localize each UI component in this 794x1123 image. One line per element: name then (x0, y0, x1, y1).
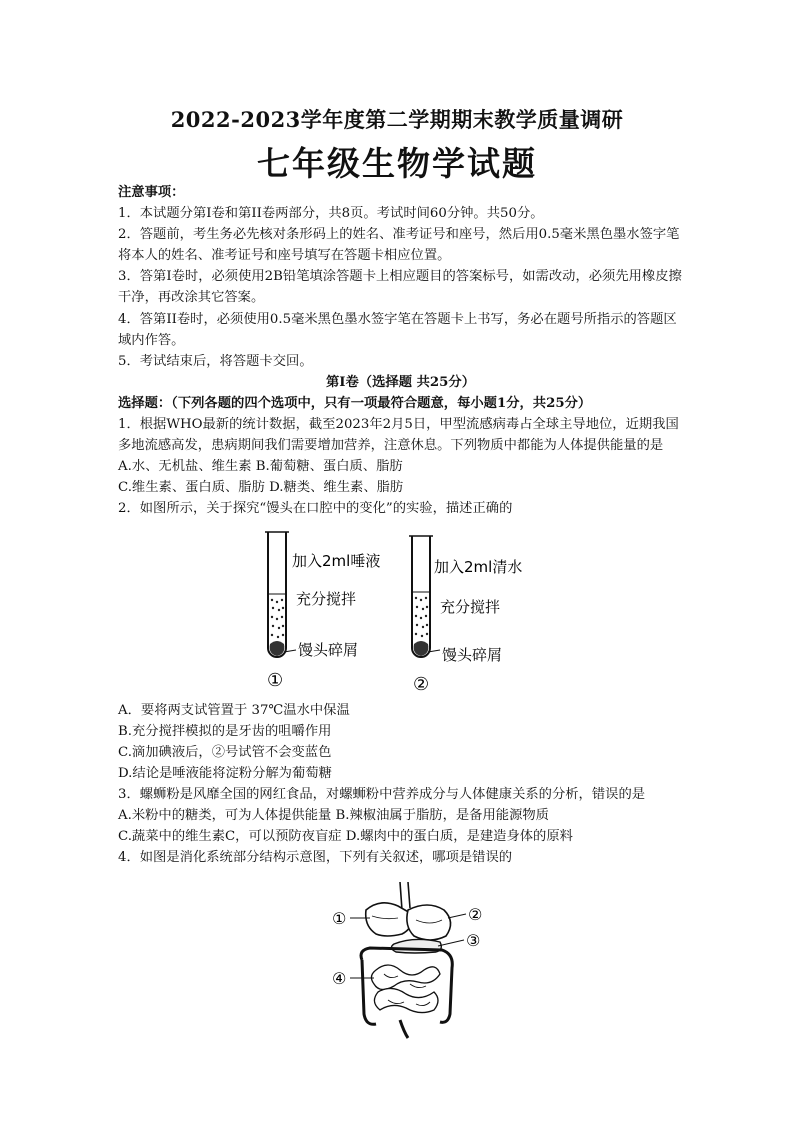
tube1-stir-label: 充分搅拌 (296, 589, 357, 608)
q2-option-d: D.结论是唾液能将淀粉分解为葡萄糖 (118, 765, 332, 781)
exam-body (118, 182, 683, 1046)
digestive-system-diagram (118, 874, 683, 1046)
q1-option-ab: A.水、无机盐、维生素 B.葡萄糖、蛋白质、脂肪 (118, 459, 403, 475)
test-tube-1 (265, 532, 296, 657)
q1-stem: 1．根据WHO最新的统计数据，截至2023年2月5日，甲型流感病毒占全球主导地位，近期我国多地流感高发，患病期间我们需要增加营养，注意休息。下列物质中都能为人体提供能量的是 (118, 417, 679, 454)
tube1-add-label: 加入2ml唾液 (292, 551, 381, 570)
q3-stem: 3．螺蛳粉是风靡全国的网红食品，对螺蛳粉中营养成分与人体健康关系的分析，错误的是 (118, 786, 646, 802)
notice-item-1: 1．本试题分第Ⅰ卷和第II卷两部分，共8页。考试时间60分钟。共50分。 (118, 206, 544, 222)
section-intro-label: 选择题： (118, 395, 172, 411)
q3-option-cd: C.蔬菜中的维生素C，可以预防夜盲症 D.螺肉中的蛋白质，是建造身体的原料 (118, 829, 573, 845)
exam-subject-title: 七年级生物学试题 (257, 144, 537, 183)
notice-item-4: 4．答第II卷时，必须使用0.5毫米黑色墨水签字笔在答题卡上书写，务必在题号所指示的答题区域内作答。 (118, 311, 677, 348)
notice-heading: 注意事项： (118, 185, 185, 200)
tube1-number: ① (267, 669, 284, 691)
section-title: 第Ⅰ卷（选择题 共25分） (325, 374, 476, 390)
exam-header-title: 2022-2023学年度第二学期期末教学质量调研 (170, 107, 624, 132)
section-intro-text: （下列各题的四个选项中，只有一项最符合题意，每小题1分，共25分） (171, 395, 592, 411)
notice-item-5: 5．考试结束后，将答题卡交回。 (118, 353, 313, 369)
q4-stem: 4．如图是消化系统部分结构示意图，下列有关叙述，哪项是错误的 (118, 850, 513, 866)
tube2-number: ② (413, 673, 430, 695)
tube2-add-label: 加入2ml清水 (434, 557, 523, 576)
q2-option-c: C.滴加碘液后，②号试管不会变蓝色 (118, 744, 332, 760)
test-tube-2 (409, 536, 440, 657)
section-intro (118, 393, 683, 414)
tube2-bread-label: 馒头碎屑 (442, 645, 503, 664)
digestive-label-2: ② (468, 905, 483, 925)
digestive-label-4: ④ (332, 969, 347, 989)
test-tube-diagram (118, 522, 683, 698)
q2-stem: 2．如图所示，关于探究“馒头在口腔中的变化”的实验，描述正确的 (118, 501, 513, 517)
q1-option-cd: C.维生素、蛋白质、脂肪 D.糖类、维生素、脂肪 (118, 480, 404, 496)
q4-digestive-figure (118, 874, 683, 1046)
q2-option-a: A．要将两支试管置于 37℃温水中保温 (118, 702, 350, 718)
q2-test-tube-figure (118, 522, 683, 698)
tube2-stir-label: 充分搅拌 (440, 597, 501, 616)
tube1-bread-label: 馒头碎屑 (298, 640, 359, 659)
q3-option-ab: A.米粉中的糖类，可为人体提供能量 B.辣椒油属于脂肪，是备用能源物质 (118, 807, 549, 823)
digestive-label-1: ① (332, 909, 347, 929)
notice-item-3: 3．答第Ⅰ卷时，必须使用2B铅笔填涂答题卡上相应题目的答案标号，如需改动，必须先用橡皮擦干净，再改涂其它答案。 (118, 269, 682, 306)
q2-option-b: B.充分搅拌模拟的是牙齿的咀嚼作用 (118, 723, 332, 739)
notice-item-2: 2．答题前，考生务必先核对条形码上的姓名、准考证号和座号，然后用0.5毫米黑色墨水签字笔将本人的姓名、准考证号和座号填写在答题卡相应位置。 (118, 227, 680, 264)
digestive-label-3: ③ (466, 931, 481, 951)
